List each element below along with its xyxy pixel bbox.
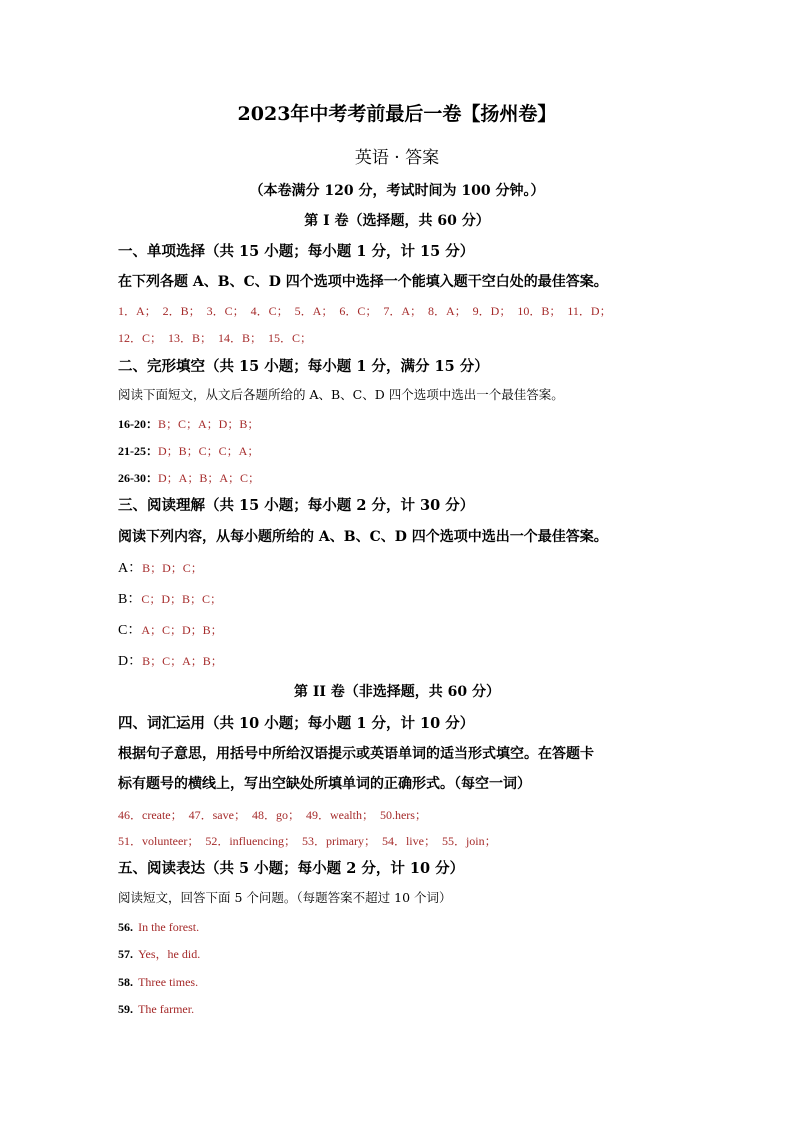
row-label: 16-20： xyxy=(118,417,158,431)
section-2-row xyxy=(118,413,259,432)
row-label: A： xyxy=(118,561,143,576)
row-answers: D；A；B；A；C； xyxy=(158,471,261,485)
page-subtitle: 英语 · 答案 xyxy=(354,148,440,168)
row-answers: B；C；A；D；B； xyxy=(158,417,260,431)
section-2-instruction: 阅读下面短文，从文后各题所给的 A、B、C、D 四个选项中选出一个最佳答案。 xyxy=(118,387,564,402)
part-one-heading: 第 I 卷（选择题，共 60 分） xyxy=(304,213,490,229)
row-answers: B；C；A；B； xyxy=(142,654,223,668)
question-answer: In the forest. xyxy=(138,920,200,934)
section-5-row xyxy=(118,971,198,990)
section-5-row xyxy=(118,943,200,962)
question-number: 57. xyxy=(118,947,133,961)
section-2-row xyxy=(118,467,260,486)
section-1-answers-line-2: 12．C； 13．B； 14．B； 15．C； xyxy=(118,331,313,345)
question-answer: Three times. xyxy=(138,975,199,989)
question-number: 56. xyxy=(118,920,133,934)
section-5-heading: 五、阅读表达（共 5 小题；每小题 2 分，计 10 分） xyxy=(118,860,465,877)
section-3-row xyxy=(118,588,222,608)
question-answer: The farmer. xyxy=(138,1002,195,1016)
section-5-row xyxy=(118,916,199,935)
question-number: 59. xyxy=(118,1002,133,1016)
section-3-row xyxy=(118,619,223,639)
section-3-row xyxy=(118,650,223,670)
row-answers: A；C；D；B； xyxy=(141,623,223,637)
section-5-row xyxy=(118,998,194,1017)
row-answers: C；D；B；C； xyxy=(141,592,223,606)
section-1-instruction: 在下列各题 A、B、C、D 四个选项中选择一个能填入题干空白处的最佳答案。 xyxy=(118,274,608,290)
row-label: D： xyxy=(118,654,143,669)
row-label: C： xyxy=(118,623,142,638)
section-4-answers-line-1: 46．create； 47．save； 48．go； 49．wealth； 50.hers； xyxy=(118,808,427,822)
section-3-instruction: 阅读下列内容，从每小题所给的 A、B、C、D 四个选项中选出一个最佳答案。 xyxy=(118,529,608,545)
section-1-heading: 一、单项选择（共 15 小题；每小题 1 分，计 15 分） xyxy=(118,243,475,260)
question-number: 58. xyxy=(118,975,133,989)
section-4-heading: 四、词汇运用（共 10 小题；每小题 1 分，计 10 分） xyxy=(118,715,475,732)
row-answers: B；D；C； xyxy=(142,561,203,575)
row-label: B： xyxy=(118,592,142,607)
row-label: 21-25： xyxy=(118,444,158,458)
section-3-row xyxy=(118,557,203,577)
page-title: 2023年中考考前最后一卷【扬州卷】 xyxy=(237,103,557,125)
section-5-instruction: 阅读短文，回答下面 5 个问题。（每题答案不超过 10 个词） xyxy=(118,890,452,905)
section-4-answers-line-2: 51．volunteer； 52．influencing； 53．primary； 54．live； 55．join； xyxy=(118,834,497,848)
section-1-answers-line-1: 1．A； 2．B； 3．C； 4．C； 5．A； 6．C； 7．A； 8．A； 9．D； 10．B； 11．D； xyxy=(118,304,612,318)
section-3-heading: 三、阅读理解（共 15 小题；每小题 2 分，计 30 分） xyxy=(118,497,475,514)
section-4-instruction-line-1: 根据句子意思，用括号中所给汉语提示或英语单词的适当形式填空。在答题卡 xyxy=(118,746,594,762)
section-4-instruction-line-2: 标有题号的横线上，写出空缺处所填单词的正确形式。（每空一词） xyxy=(118,776,531,792)
part-two-heading: 第 II 卷（非选择题，共 60 分） xyxy=(293,684,501,700)
section-2-row xyxy=(118,440,259,459)
exam-note: （本卷满分 120 分，考试时间为 100 分钟。） xyxy=(249,183,545,199)
question-answer: Yes，he did. xyxy=(138,947,201,961)
section-2-heading: 二、完形填空（共 15 小题；每小题 1 分，满分 15 分） xyxy=(118,358,489,375)
row-label: 26-30： xyxy=(118,471,158,485)
row-answers: D；B；C；C；A； xyxy=(158,444,260,458)
